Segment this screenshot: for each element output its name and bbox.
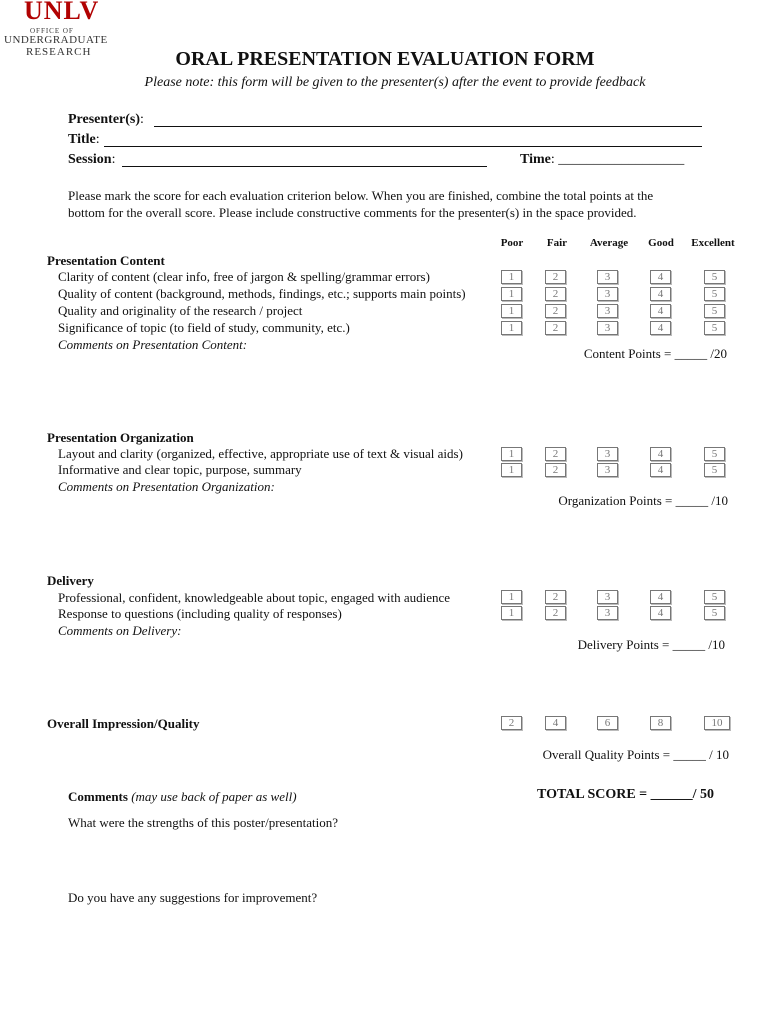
score-box-delivery-2-4[interactable]: 4: [650, 606, 671, 620]
score-box-content-2-4[interactable]: 4: [650, 287, 671, 301]
time-label: Time: __________________: [520, 152, 685, 167]
column-average: Average: [589, 237, 629, 249]
criterion-layout: Layout and clarity (organized, effective, appropriate use of text & visual aids): [58, 446, 463, 461]
score-box-content-2-3[interactable]: 3: [597, 287, 618, 301]
score-box-content-3-5[interactable]: 5: [704, 304, 725, 318]
column-excellent: Excellent: [691, 237, 735, 249]
score-box-content-4-1[interactable]: 1: [501, 321, 522, 335]
page-title: ORAL PRESENTATION EVALUATION FORM: [175, 48, 595, 70]
logo-unit-text: UNDERGRADUATE: [4, 34, 108, 46]
score-box-content-3-2[interactable]: 2: [545, 304, 566, 318]
score-box-overall-4[interactable]: 8: [650, 716, 671, 730]
title-label: Title:: [68, 132, 100, 147]
suggestions-question: Do you have any suggestions for improvement?: [68, 890, 318, 905]
score-box-overall-1[interactable]: 2: [501, 716, 522, 730]
logo-unit2-text: RESEARCH: [26, 46, 92, 58]
score-box-organization-2-2[interactable]: 2: [545, 463, 566, 477]
instructions-line-1: Please mark the score for each evaluation criterion below. When you are finished, combine the total points at the: [68, 188, 654, 203]
organization-points: Organization Points = _____ /10: [558, 493, 728, 508]
score-box-delivery-1-5[interactable]: 5: [704, 590, 725, 604]
score-box-delivery-1-1[interactable]: 1: [501, 590, 522, 604]
score-box-organization-2-5[interactable]: 5: [704, 463, 725, 477]
score-box-content-3-4[interactable]: 4: [650, 304, 671, 318]
session-field[interactable]: [122, 166, 487, 167]
score-box-organization-2-1[interactable]: 1: [501, 463, 522, 477]
criterion-clarity: Clarity of content (clear info, free of jargon & spelling/grammar errors): [58, 269, 430, 284]
score-box-organization-1-3[interactable]: 3: [597, 447, 618, 461]
score-box-content-1-4[interactable]: 4: [650, 270, 671, 284]
score-box-content-4-3[interactable]: 3: [597, 321, 618, 335]
session-label: Session:: [68, 152, 116, 167]
score-box-delivery-2-2[interactable]: 2: [545, 606, 566, 620]
overall-points: Overall Quality Points = _____ / 10: [542, 747, 729, 762]
section-heading-overall: Overall Impression/Quality: [47, 716, 200, 731]
unlv-logo: UNLV: [24, 0, 100, 25]
presenter-label: Presenter(s):: [68, 112, 144, 127]
column-fair: Fair: [546, 237, 568, 249]
criterion-significance: Significance of topic (to field of study, community, etc.): [58, 320, 350, 335]
presenter-field[interactable]: [154, 126, 702, 127]
score-box-delivery-1-4[interactable]: 4: [650, 590, 671, 604]
delivery-points: Delivery Points = _____ /10: [577, 637, 725, 652]
score-box-content-3-3[interactable]: 3: [597, 304, 618, 318]
score-box-delivery-2-5[interactable]: 5: [704, 606, 725, 620]
score-box-organization-2-4[interactable]: 4: [650, 463, 671, 477]
page-subtitle: Please note: this form will be given to the presenter(s) after the event to provide feedback: [144, 75, 646, 90]
score-box-organization-1-4[interactable]: 4: [650, 447, 671, 461]
title-field[interactable]: [104, 146, 702, 147]
score-box-content-2-2[interactable]: 2: [545, 287, 566, 301]
score-box-content-1-2[interactable]: 2: [545, 270, 566, 284]
score-box-content-2-5[interactable]: 5: [704, 287, 725, 301]
score-box-content-1-3[interactable]: 3: [597, 270, 618, 284]
score-box-delivery-2-3[interactable]: 3: [597, 606, 618, 620]
logo-office-text: OFFICE OF: [30, 27, 74, 35]
criterion-response: Response to questions (including quality of responses): [58, 606, 342, 621]
score-box-delivery-1-3[interactable]: 3: [597, 590, 618, 604]
criterion-quality: Quality of content (background, methods, findings, etc.; supports main points): [58, 286, 466, 301]
organization-comments-label: Comments on Presentation Organization:: [58, 479, 275, 494]
score-box-organization-1-2[interactable]: 2: [545, 447, 566, 461]
score-box-overall-5[interactable]: 10: [704, 716, 730, 730]
score-box-organization-1-5[interactable]: 5: [704, 447, 725, 461]
column-good: Good: [648, 237, 674, 249]
score-box-content-4-2[interactable]: 2: [545, 321, 566, 335]
section-heading-delivery: Delivery: [47, 573, 94, 588]
score-box-content-2-1[interactable]: 1: [501, 287, 522, 301]
content-comments-label: Comments on Presentation Content:: [58, 337, 248, 352]
score-box-overall-3[interactable]: 6: [597, 716, 618, 730]
score-box-content-4-5[interactable]: 5: [704, 321, 725, 335]
score-box-overall-2[interactable]: 4: [545, 716, 566, 730]
delivery-comments-label: Comments on Delivery:: [58, 623, 182, 638]
criterion-originality: Quality and originality of the research / project: [58, 303, 303, 318]
score-box-content-1-5[interactable]: 5: [704, 270, 725, 284]
strengths-question: What were the strengths of this poster/presentation?: [68, 815, 339, 830]
criterion-informative: Informative and clear topic, purpose, summary: [58, 462, 302, 477]
score-box-content-1-1[interactable]: 1: [501, 270, 522, 284]
column-poor: Poor: [500, 237, 524, 249]
comments-heading: Comments (may use back of paper as well): [68, 789, 297, 804]
time-field[interactable]: __________________: [558, 152, 685, 167]
score-box-organization-2-3[interactable]: 3: [597, 463, 618, 477]
score-box-delivery-1-2[interactable]: 2: [545, 590, 566, 604]
score-box-content-4-4[interactable]: 4: [650, 321, 671, 335]
total-score: TOTAL SCORE = ______/ 50: [537, 787, 715, 802]
score-box-content-3-1[interactable]: 1: [501, 304, 522, 318]
content-points: Content Points = _____ /20: [583, 346, 727, 361]
criterion-professional: Professional, confident, knowledgeable about topic, engaged with audience: [58, 590, 451, 605]
instructions-line-2: bottom for the overall score. Please include constructive comments for the presenter(s) in the space provided.: [68, 205, 637, 220]
section-heading-organization: Presentation Organization: [47, 430, 194, 445]
score-box-organization-1-1[interactable]: 1: [501, 447, 522, 461]
score-box-delivery-2-1[interactable]: 1: [501, 606, 522, 620]
section-heading-content: Presentation Content: [47, 253, 165, 268]
